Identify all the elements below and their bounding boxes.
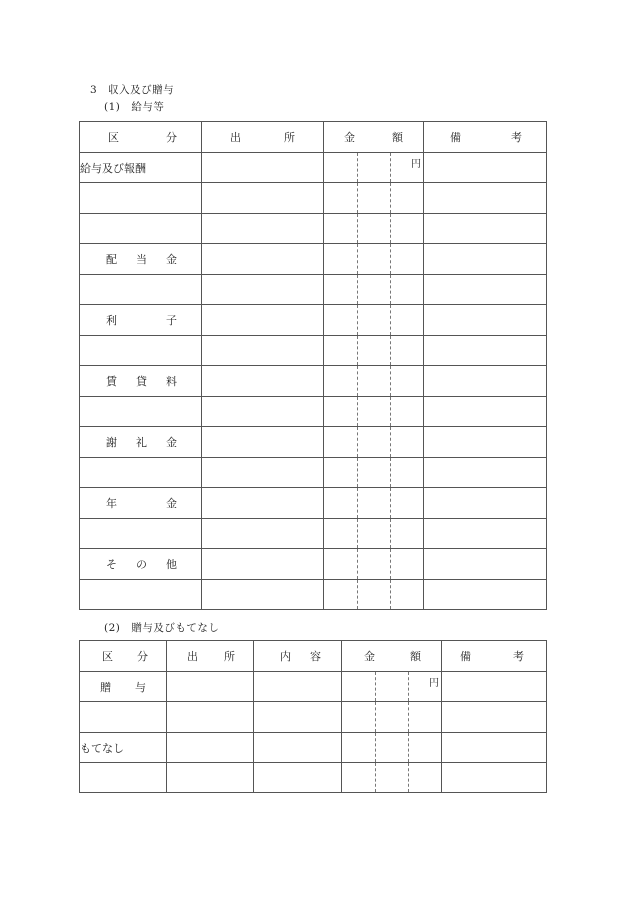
amount-cell[interactable] [324, 153, 424, 183]
header-kubun [80, 122, 202, 153]
biko-cell[interactable] [442, 763, 547, 793]
amount-cell[interactable] [324, 397, 424, 427]
table-row [80, 366, 547, 397]
header-biko-char: 考 [513, 650, 524, 663]
table-row [80, 763, 547, 793]
category-char: 金 [166, 253, 177, 266]
header-biko-char: 備 [460, 650, 471, 663]
shussho-cell[interactable] [202, 488, 324, 519]
header-biko [424, 122, 547, 153]
header-shussho-char: 出 [187, 650, 198, 663]
table-row [80, 519, 547, 549]
shussho-cell[interactable] [167, 763, 254, 793]
header-kingaku [324, 122, 424, 153]
header-shussho-char: 出 [230, 131, 241, 144]
biko-cell[interactable] [424, 366, 547, 397]
amount-cell[interactable] [324, 183, 424, 214]
shussho-cell[interactable] [202, 244, 324, 275]
category-cell[interactable] [80, 397, 202, 427]
category-char: そ [106, 558, 117, 571]
subsection-title-gifts: (2) 贈与及びもてなし [104, 622, 220, 634]
header-kubun [80, 641, 167, 672]
table-row [80, 733, 547, 763]
category-rishi [80, 305, 202, 336]
shussho-cell[interactable] [167, 733, 254, 763]
shussho-cell[interactable] [202, 458, 324, 488]
salary-income-table [79, 121, 547, 610]
table-row [80, 488, 547, 519]
table-row [80, 549, 547, 580]
category-char: の [136, 558, 147, 571]
category-char: 贈 [100, 680, 111, 694]
header-biko-char: 備 [450, 131, 461, 144]
category-cell[interactable] [80, 702, 167, 733]
header-kingaku-char: 額 [410, 650, 421, 663]
amount-cell[interactable] [324, 336, 424, 366]
yen-unit: 円 [429, 678, 439, 689]
amount-cell[interactable] [324, 488, 424, 519]
header-kubun-char: 分 [166, 131, 177, 144]
table-row [80, 427, 547, 458]
amount-cell[interactable] [324, 366, 424, 397]
header-naiyou-char: 容 [310, 650, 321, 663]
amount-cell[interactable] [324, 305, 424, 336]
category-char: 料 [166, 375, 177, 388]
biko-cell[interactable] [424, 549, 547, 580]
shussho-cell[interactable] [167, 672, 254, 702]
table-row [80, 397, 547, 427]
category-shareikin [80, 427, 202, 458]
naiyou-cell[interactable] [254, 672, 342, 702]
amount-cell[interactable] [324, 458, 424, 488]
category-char: 金 [166, 436, 177, 449]
amount-cell[interactable] [342, 763, 442, 793]
table-header-row [80, 641, 547, 672]
category-char: 謝 [106, 436, 117, 449]
biko-cell[interactable] [424, 519, 547, 549]
category-haitoukin [80, 244, 202, 275]
category-char: 年 [106, 497, 117, 510]
yen-unit: 円 [411, 159, 421, 170]
category-cell[interactable] [80, 458, 202, 488]
biko-cell[interactable] [442, 672, 547, 702]
biko-cell[interactable] [424, 580, 547, 610]
category-char: 当 [136, 253, 147, 266]
category-char: 子 [166, 314, 177, 327]
amount-cell[interactable] [324, 214, 424, 244]
category-nenkin [80, 488, 202, 519]
naiyou-cell[interactable] [254, 763, 342, 793]
category-char: 他 [166, 558, 177, 571]
table-row [80, 183, 547, 214]
shussho-cell[interactable] [202, 214, 324, 244]
header-kingaku-char: 金 [344, 131, 355, 144]
biko-cell[interactable] [442, 733, 547, 763]
category-char: 賃 [106, 375, 117, 388]
shussho-cell[interactable] [202, 427, 324, 458]
biko-cell[interactable] [424, 183, 547, 214]
category-char: 金 [166, 497, 177, 510]
amount-cell[interactable] [324, 244, 424, 275]
table-row [80, 702, 547, 733]
gifts-hospitality-table [79, 640, 547, 793]
header-shussho-char: 所 [284, 131, 295, 144]
biko-cell[interactable] [424, 214, 547, 244]
biko-cell[interactable] [424, 153, 547, 183]
table-row [80, 305, 547, 336]
table-row [80, 336, 547, 366]
header-shussho [167, 641, 254, 672]
biko-cell[interactable] [424, 427, 547, 458]
category-cell[interactable] [80, 580, 202, 610]
header-kubun-char: 区 [102, 650, 113, 663]
category-zouyo [80, 672, 167, 702]
biko-cell[interactable] [424, 244, 547, 275]
shussho-cell[interactable] [202, 336, 324, 366]
category-cell[interactable] [80, 519, 202, 549]
header-kingaku-char: 額 [392, 131, 403, 144]
table-header-row [80, 122, 547, 153]
biko-cell[interactable] [424, 305, 547, 336]
table-row [80, 275, 547, 305]
table-row [80, 153, 547, 183]
category-kyuyo: 給与及び報酬 [80, 153, 202, 183]
biko-cell[interactable] [424, 397, 547, 427]
header-shussho-char: 所 [224, 650, 235, 663]
shussho-cell[interactable] [202, 519, 324, 549]
biko-cell[interactable] [424, 336, 547, 366]
category-cell[interactable] [80, 275, 202, 305]
table-row [80, 580, 547, 610]
table-row [80, 458, 547, 488]
shussho-cell[interactable] [202, 275, 324, 305]
category-cell[interactable] [80, 214, 202, 244]
category-char: 配 [106, 253, 117, 266]
amount-cell[interactable] [324, 549, 424, 580]
section-title: 3 収入及び贈与 [90, 84, 175, 96]
header-kubun-char: 分 [137, 650, 148, 663]
table-row [80, 672, 547, 702]
shussho-cell[interactable] [202, 183, 324, 214]
header-kubun-char: 区 [108, 131, 119, 144]
header-naiyou [254, 641, 342, 672]
shussho-cell[interactable] [202, 549, 324, 580]
category-chintairyo [80, 366, 202, 397]
amount-cell[interactable] [342, 672, 442, 702]
shussho-cell[interactable] [202, 397, 324, 427]
shussho-cell[interactable] [202, 153, 324, 183]
category-char: 利 [106, 314, 117, 327]
header-biko [442, 641, 547, 672]
subsection-title-salary: (1) 給与等 [104, 101, 165, 113]
category-cell[interactable] [80, 183, 202, 214]
amount-cell[interactable] [324, 275, 424, 305]
shussho-cell[interactable] [167, 702, 254, 733]
amount-cell[interactable] [324, 519, 424, 549]
amount-cell[interactable] [342, 733, 442, 763]
shussho-cell[interactable] [202, 580, 324, 610]
biko-cell[interactable] [442, 702, 547, 733]
biko-cell[interactable] [424, 275, 547, 305]
header-naiyou-char: 内 [280, 650, 291, 663]
amount-cell[interactable] [342, 702, 442, 733]
amount-cell[interactable] [324, 580, 424, 610]
header-kingaku [342, 641, 442, 672]
category-motenashi: もてなし [80, 733, 167, 763]
shussho-cell[interactable] [202, 366, 324, 397]
amount-cell[interactable] [324, 427, 424, 458]
biko-cell[interactable] [424, 488, 547, 519]
table-row [80, 214, 547, 244]
category-cell[interactable] [80, 336, 202, 366]
category-cell[interactable] [80, 763, 167, 793]
header-shussho [202, 122, 324, 153]
naiyou-cell[interactable] [254, 733, 342, 763]
shussho-cell[interactable] [202, 305, 324, 336]
category-char: 与 [135, 680, 146, 694]
category-sonota [80, 549, 202, 580]
naiyou-cell[interactable] [254, 702, 342, 733]
category-char: 礼 [136, 436, 147, 449]
header-biko-char: 考 [511, 131, 522, 144]
category-char: 貸 [136, 375, 147, 388]
header-kingaku-char: 金 [364, 650, 375, 663]
table-row [80, 244, 547, 275]
biko-cell[interactable] [424, 458, 547, 488]
